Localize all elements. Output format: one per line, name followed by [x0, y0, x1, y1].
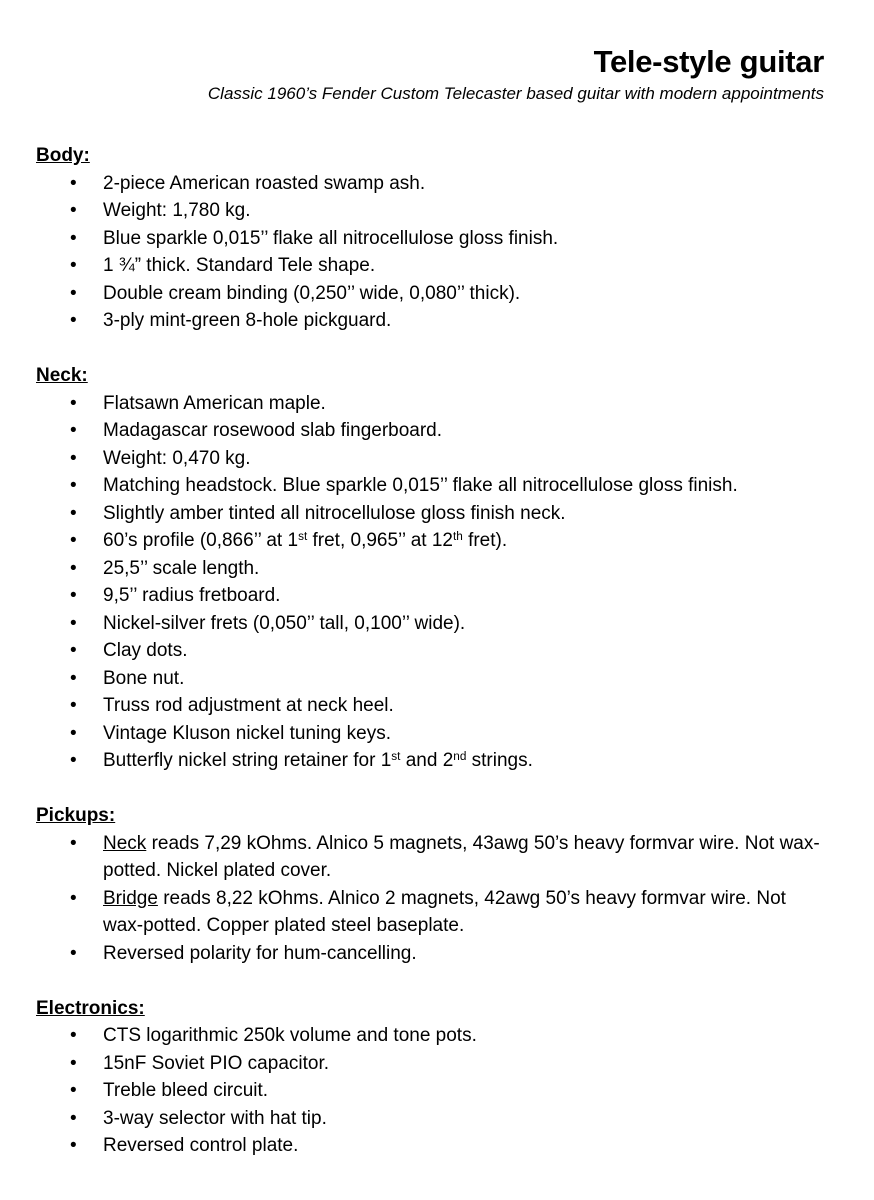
list-item: • Bone nut.	[36, 665, 824, 693]
section-neck	[36, 362, 824, 775]
list-item: • Double cream binding (0,250’’ wide, 0,080’’ thick).	[36, 280, 824, 308]
list-item: • Butterfly nickel string retainer for 1st and 2nd strings.	[36, 747, 824, 775]
section-heading: Pickups:	[36, 805, 116, 826]
section-heading: Neck:	[36, 365, 88, 386]
section-pickups	[36, 802, 824, 967]
list-item: • Vintage Kluson nickel tuning keys.	[36, 720, 824, 748]
list-item: • Nickel-silver frets (0,050’’ tall, 0,100’’ wide).	[36, 610, 824, 638]
list-item: • Flatsawn American maple.	[36, 390, 824, 418]
document-title: Tele-style guitar	[593, 44, 824, 79]
list-item: • Clay dots.	[36, 637, 824, 665]
list-item: • 9,5’’ radius fretboard.	[36, 582, 824, 610]
list-item: • 15nF Soviet PIO capacitor.	[36, 1050, 824, 1078]
list-item: • 3-ply mint-green 8-hole pickguard.	[36, 307, 824, 335]
section-heading: Body:	[36, 145, 90, 166]
list-item: • Slightly amber tinted all nitrocellulose gloss finish neck.	[36, 500, 824, 528]
section-heading: Electronics:	[36, 997, 145, 1019]
section-electronics	[36, 995, 824, 1160]
list-item: • 2-piece American roasted swamp ash.	[36, 170, 824, 198]
list-item: • Madagascar rosewood slab fingerboard.	[36, 417, 824, 445]
list-item: • 1 ¾” thick. Standard Tele shape.	[36, 252, 824, 280]
bullet-list	[36, 170, 824, 335]
bullet-list	[36, 1022, 824, 1160]
list-item: • Reversed control plate.	[36, 1132, 824, 1160]
list-item: • Reversed polarity for hum-cancelling.	[36, 940, 824, 968]
document-subtitle: Classic 1960’s Fender Custom Telecaster based guitar with modern appointments	[207, 84, 824, 103]
list-item: • Weight: 0,470 kg.	[36, 445, 824, 473]
list-item: • Blue sparkle 0,015’’ flake all nitrocellulose gloss finish.	[36, 225, 824, 253]
list-item: • 25,5’’ scale length.	[36, 555, 824, 583]
list-item: • CTS logarithmic 250k volume and tone pots.	[36, 1022, 824, 1050]
list-item: • Neck reads 7,29 kOhms. Alnico 5 magnets, 43awg 50’s heavy formvar wire. Not wax-potted. Nickel plated cover.	[36, 830, 824, 885]
list-item: • 60’s profile (0,866’’ at 1st fret, 0,965’’ at 12th fret).	[36, 527, 824, 555]
section-body	[36, 142, 824, 335]
list-item: • Bridge reads 8,22 kOhms. Alnico 2 magnets, 42awg 50’s heavy formvar wire. Not wax-potted. Copper plated steel baseplate.	[36, 885, 824, 940]
sections	[36, 142, 824, 1160]
bullet-list	[36, 830, 824, 968]
list-item: • Weight: 1,780 kg.	[36, 197, 824, 225]
list-item: • 3-way selector with hat tip.	[36, 1105, 824, 1133]
list-item: • Matching headstock. Blue sparkle 0,015’’ flake all nitrocellulose gloss finish.	[36, 472, 824, 500]
list-item: • Treble bleed circuit.	[36, 1077, 824, 1105]
bullet-list	[36, 390, 824, 775]
list-item: • Truss rod adjustment at neck heel.	[36, 692, 824, 720]
